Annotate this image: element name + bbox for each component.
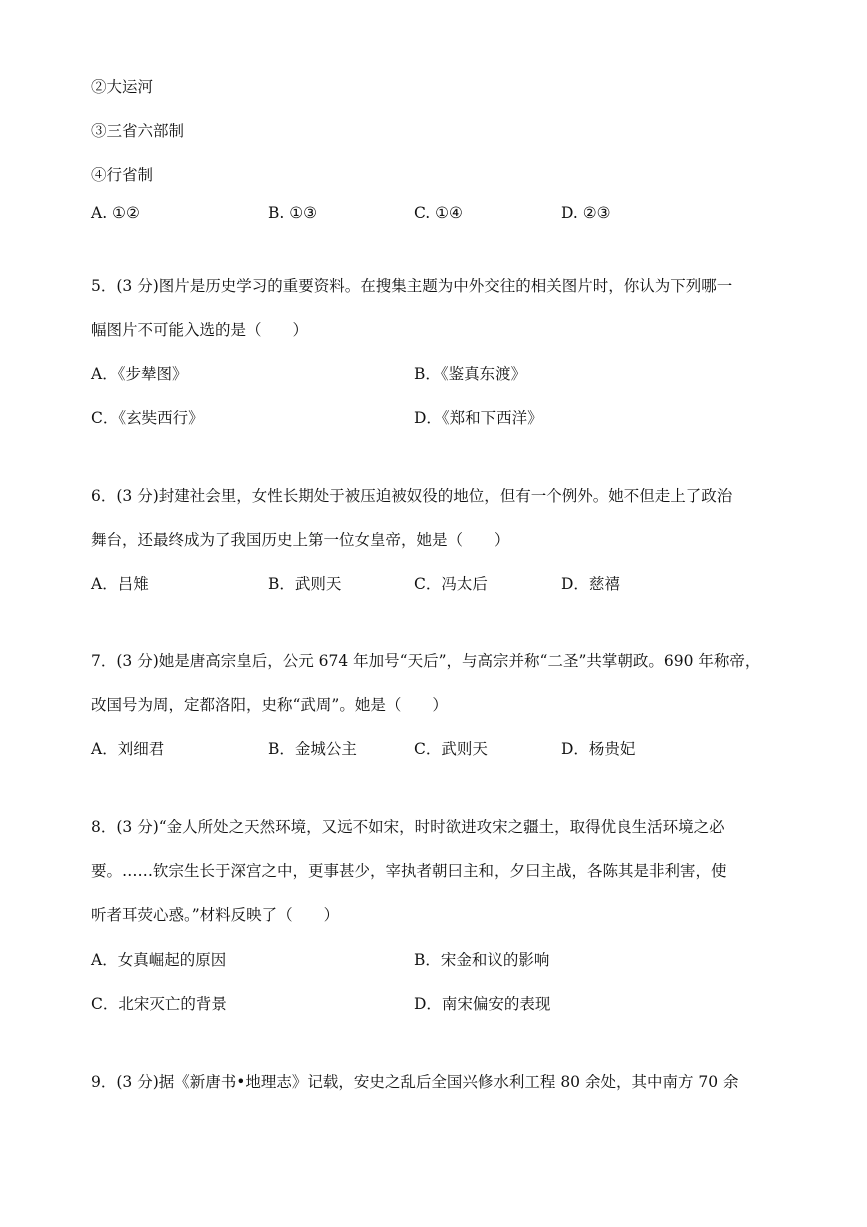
option-b[interactable]: B．《鉴真东渡》	[414, 365, 527, 383]
option-d[interactable]: D．南宋偏安的表现	[414, 995, 551, 1013]
question-4-item-2: ②大运河	[91, 78, 154, 96]
question-5-stem-line-2: 幅图片不可能入选的是（ ）	[91, 321, 309, 339]
option-b[interactable]: B. ①③	[268, 204, 318, 222]
option-a[interactable]: A．《步辇图》	[91, 365, 188, 383]
option-d[interactable]: D．慈禧	[561, 575, 620, 593]
question-8-stem-line-3: 听者耳荧心惑。”材料反映了（ ）	[91, 906, 340, 924]
question-6-stem-line-1: 6．(3 分)封建社会里，女性长期处于被压迫被奴役的地位，但有一个例外。她不但走上了政治	[91, 487, 733, 505]
option-b[interactable]: B．武则天	[268, 575, 342, 593]
option-a[interactable]: A．吕雉	[91, 575, 149, 593]
option-b[interactable]: B．宋金和议的影响	[414, 951, 550, 969]
question-8-stem-line-1: 8．(3 分)“金人所处之天然环境，又远不如宋，时时欲进攻宋之疆土，取得优良生活环境之必	[91, 818, 725, 836]
question-7-stem-line-1: 7．(3 分)她是唐高宗皇后，公元 674 年加号“天后”，与高宗并称“二圣”共掌朝政。690 年称帝，	[91, 652, 761, 670]
option-a[interactable]: A．女真崛起的原因	[91, 951, 227, 969]
option-c[interactable]: C．武则天	[414, 740, 488, 758]
option-c[interactable]: C．北宋灭亡的背景	[91, 995, 227, 1013]
option-d[interactable]: D．《郑和下西洋》	[414, 409, 543, 427]
option-a[interactable]: A．刘细君	[91, 740, 165, 758]
option-a[interactable]: A. ①②	[91, 204, 140, 222]
option-c[interactable]: C．《玄奘西行》	[91, 409, 204, 427]
option-c[interactable]: C．冯太后	[414, 575, 488, 593]
question-4-item-3: ③三省六部制	[91, 122, 185, 140]
option-b[interactable]: B．金城公主	[268, 740, 357, 758]
question-5-stem-line-1: 5．(3 分)图片是历史学习的重要资料。在搜集主题为中外交往的相关图片时，你认为下列哪一	[91, 277, 733, 295]
question-4-item-4: ④行省制	[91, 166, 154, 184]
option-d[interactable]: D. ②③	[561, 204, 611, 222]
option-d[interactable]: D．杨贵妃	[561, 740, 636, 758]
option-c[interactable]: C. ①④	[414, 204, 463, 222]
question-7-stem-line-2: 改国号为周，定都洛阳，史称“武周”。她是（ ）	[91, 696, 448, 714]
question-9-stem-line-1: 9．(3 分)据《新唐书•地理志》记载，安史之乱后全国兴修水利工程 80 余处，其中南方 70 余	[91, 1073, 739, 1091]
question-8-stem-line-2: 要。……钦宗生长于深宫之中，更事甚少，宰执者朝曰主和，夕曰主战，各陈其是非利害，使	[91, 862, 727, 880]
question-6-stem-line-2: 舞台，还最终成为了我国历史上第一位女皇帝，她是（ ）	[91, 531, 510, 549]
